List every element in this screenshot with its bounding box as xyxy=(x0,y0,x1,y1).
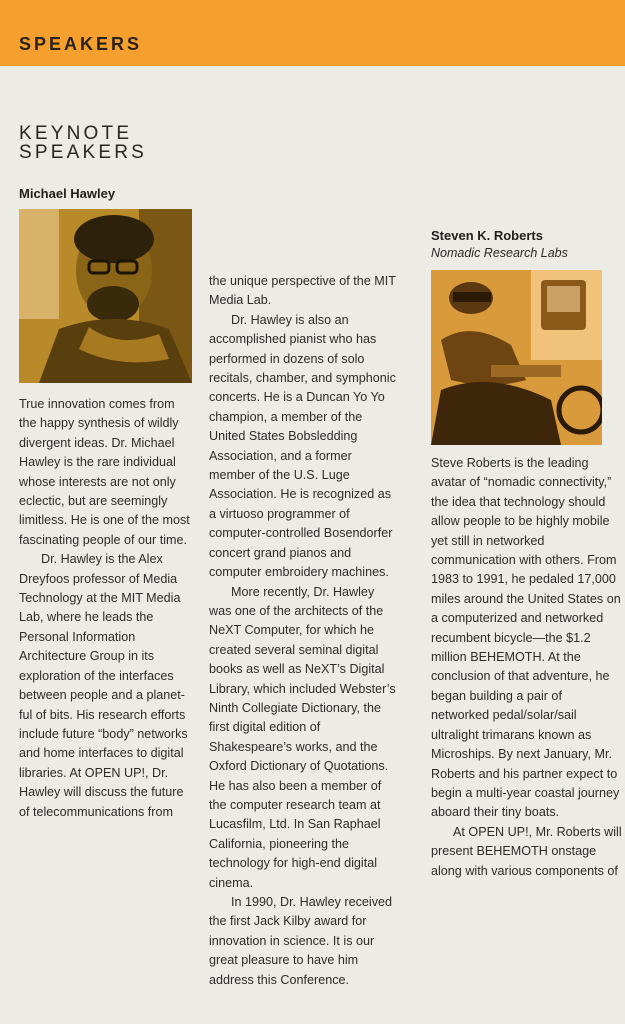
hawley-paragraph-6: In 1990, Dr. Hawley received the first Jack Kilby award for innovation in science. It is our great pleasure to have him address this Conference. xyxy=(209,895,393,987)
hawley-paragraph-3: the unique perspective of the MIT Media Lab. xyxy=(209,274,396,308)
hawley-paragraph-5: More recently, Dr. Hawley was one of the architects of the NeXT Computer, for which he created several seminal digital books as well as NeXT’s Digital Library, which included Webster’s Ninth Collegiate Dictionary, the first digital edition of Shakespeare’s works, and the Oxford Dictionary of Quotations. He has also been a member of the computer research team at Lucasfilm, Ltd. In San Raphael California, pioneering the technology for high-end digital cinema. xyxy=(209,584,396,890)
cyclist-photo xyxy=(431,270,602,445)
hawley-paragraph-4: Dr. Hawley is also an accomplished pianist who has performed in dozens of solo recitals, chamber, and symphonic concerts. He is a Duncan Yo Yo champion, a member of the United States Bobsledding Association, and a former member of the U.S. Luge Association. He is recognized as a virtuoso programmer of computer-controlled Bosendorfer concert grand pianos and computer embroidery machines. xyxy=(209,312,396,580)
speaker-name-hawley: Michael Hawley xyxy=(19,186,116,201)
hawley-paragraph-1: True innovation comes from the happy synthesis of wildly divergent ideas. Dr. Michael Hawley is the rare individual whose interests are not only eclectic, but are seemingly limitless. He is one of the most fascinating people of our time. xyxy=(19,397,190,547)
portrait-photo xyxy=(19,209,192,383)
hawley-column-1 xyxy=(19,395,194,822)
roberts-paragraph-2: At OPEN UP!, Mr. Roberts will present BEHEMOTH onstage along with various components of xyxy=(431,824,622,878)
speaker-affiliation-roberts: Nomadic Research Labs xyxy=(431,246,568,260)
roberts-paragraph-1: Steve Roberts is the leading avatar of “nomadic connectivity,” the idea that technology should allow people to be highly mobile yet still in networked communication with others. From 1983 to 1991, he pedaled 17,000 miles around the United States on a computerized and networked recumbent bicycle—the $1.2 million BEHEMOTH. At the conclusion of that adventure, he began building a pair of networked pedal/solar/sail ultralight trimarans known as Microships. By next January, Mr. Roberts and his partner expect to begin a multi-year coastal journey aboard their tiny boats. xyxy=(431,456,621,820)
roberts-column xyxy=(431,454,623,881)
page-title: KEYNOTE SPEAKERS xyxy=(19,123,148,163)
section-header-title: SPEAKERS xyxy=(19,34,143,54)
section-header-band xyxy=(0,0,625,66)
speaker-name-roberts: Steven K. Roberts xyxy=(431,228,543,243)
hawley-paragraph-2: Dr. Hawley is the Alex Dreyfoos professor of Media Technology at the MIT Media Lab, where he leads the Personal Information Architecture Group in its exploration of the interfaces between people and a planet-ful of bits. His research efforts include future “body” networks and home interfaces to digital libraries. At OPEN UP!, Dr. Hawley will discuss the future of telecommunications from xyxy=(19,552,188,819)
hawley-column-2 xyxy=(209,272,397,990)
